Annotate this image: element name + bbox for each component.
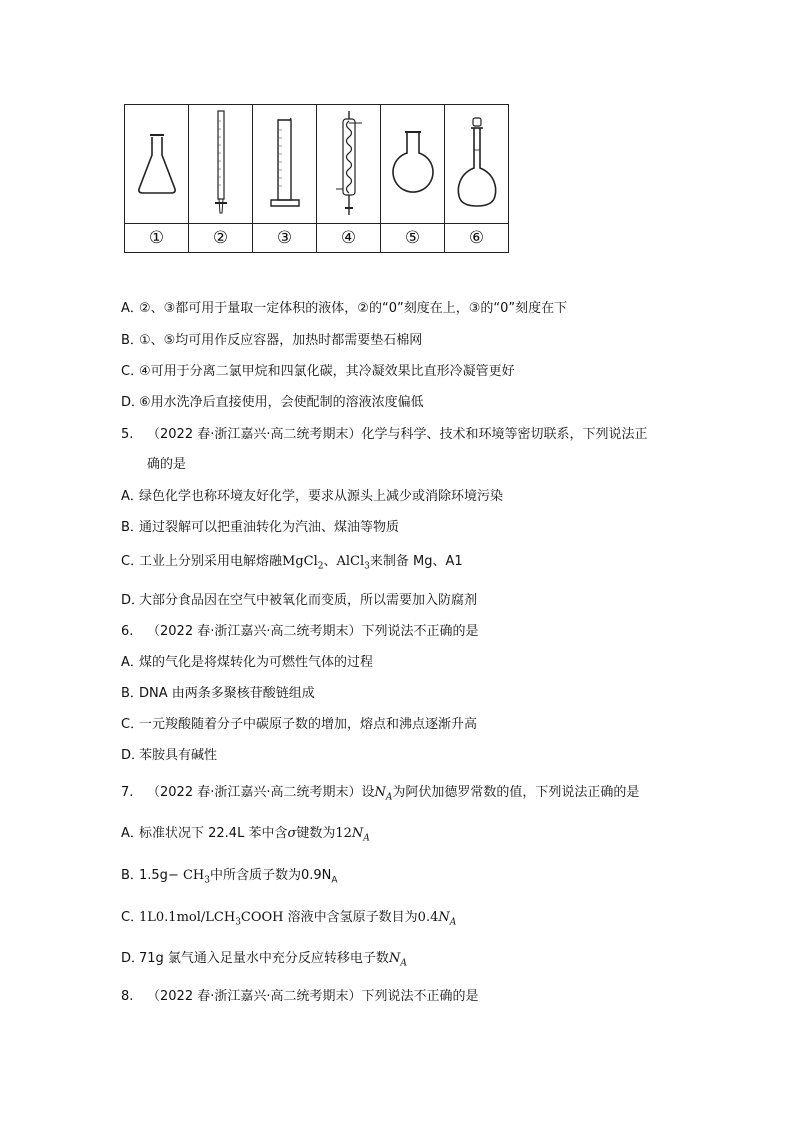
volumetric-flask-icon: [451, 116, 503, 212]
q7-option-d: D．71g 氯气通入足量水中充分反应转移电子数$N_A$: [121, 951, 407, 969]
apparatus-table: [124, 104, 509, 253]
apparatus-label-1: ①: [125, 224, 189, 253]
apparatus-label-6: ⑥: [445, 224, 509, 253]
burette-icon: [211, 109, 231, 219]
spherical-condenser-icon: [334, 109, 364, 219]
round-bottom-flask-icon: [388, 129, 438, 199]
q5-option-c: C．工业上分别采用电解熔融MgCl$_2$、AlCl$_3$来制备 Mg、A1: [121, 554, 463, 572]
q4-option-d: D．⑥用水洗净后直接使用，会使配制的溶液浓度偏低: [121, 395, 424, 410]
apparatus-label-5: ⑤: [381, 224, 445, 253]
q5-stem-continued: 确的是: [147, 457, 187, 472]
q6-stem: 6. （2022 春·浙江嘉兴·高二统考期末）下列说法不正确的是: [121, 624, 479, 639]
measuring-cylinder-icon: [267, 116, 303, 212]
apparatus-cell-2: [189, 105, 253, 224]
q5-stem: 5. （2022 春·浙江嘉兴·高二统考期末）化学与科学、技术和环境等密切联系，下列说法正: [121, 427, 648, 442]
acetic-acid-formula: $1L0.1mol/LCH_3COOH$: [139, 910, 284, 928]
q7-option-a: A．标准状况下 22.4L 苯中含σ键数为$12N_A$: [121, 826, 370, 844]
apparatus-cell-3: [253, 105, 317, 224]
q6-option-a: A．煤的气化是将煤转化为可燃性气体的过程: [121, 655, 374, 670]
q7-option-c: C．$1L0.1mol/LCH_3COOH$ 溶液中含氢原子数目为$0.4N_A$: [121, 910, 457, 928]
methyl-formula: − $CH_3$: [167, 868, 210, 886]
apparatus-cell-1: [125, 105, 189, 224]
apparatus-label-3: ③: [253, 224, 317, 253]
q4-option-b: B．①、⑤均可用作反应容器，加热时都需要垫石棉网: [121, 333, 423, 348]
q8-stem: 8. （2022 春·浙江嘉兴·高二统考期末）下列说法不正确的是: [121, 989, 479, 1004]
q7-stem: 7. （2022 春·浙江嘉兴·高二统考期末）设$N_A$为阿伏加德罗常数的值，下列说法正确的是: [121, 785, 640, 803]
sigma-symbol: σ: [287, 826, 297, 841]
q6-option-d: D．苯胺具有碱性: [121, 748, 218, 763]
q7-option-b: B．$1.5g- CH_3$中所含质子数为$0.9N_A$: [121, 868, 338, 886]
apparatus-cell-6: [445, 105, 509, 224]
na-symbol: $N_A$: [374, 785, 393, 803]
q6-option-b: B．DNA 由两条多聚核苷酸链组成: [121, 686, 315, 701]
apparatus-label-2: ②: [189, 224, 253, 253]
conical-flask-icon: [135, 131, 179, 197]
q4-option-c: C．④可用于分离二氯甲烷和四氯化碳，其冷凝效果比直形冷凝管更好: [121, 364, 515, 379]
alcl3-formula: AlCl$_3$: [336, 554, 370, 572]
apparatus-cell-4: [317, 105, 381, 224]
mgcl2-formula: MgCl$_2$: [282, 554, 324, 572]
apparatus-label-4: ④: [317, 224, 381, 253]
q6-option-c: C．一元羧酸随着分子中碳原子数的增加，熔点和沸点逐渐升高: [121, 717, 478, 732]
q5-option-a: A．绿色化学也称环境友好化学，要求从源头上减少或消除环境污染: [121, 489, 504, 504]
q4-option-a: A．②、③都可用于量取一定体积的液体，②的“0”刻度在上，③的“0”刻度在下: [121, 301, 568, 316]
q5-option-d: D．大部分食品因在空气中被氧化而变质，所以需要加入防腐剂: [121, 593, 478, 608]
apparatus-cell-5: [381, 105, 445, 224]
q5-option-b: B．通过裂解可以把重油转化为汽油、煤油等物质: [121, 520, 400, 535]
